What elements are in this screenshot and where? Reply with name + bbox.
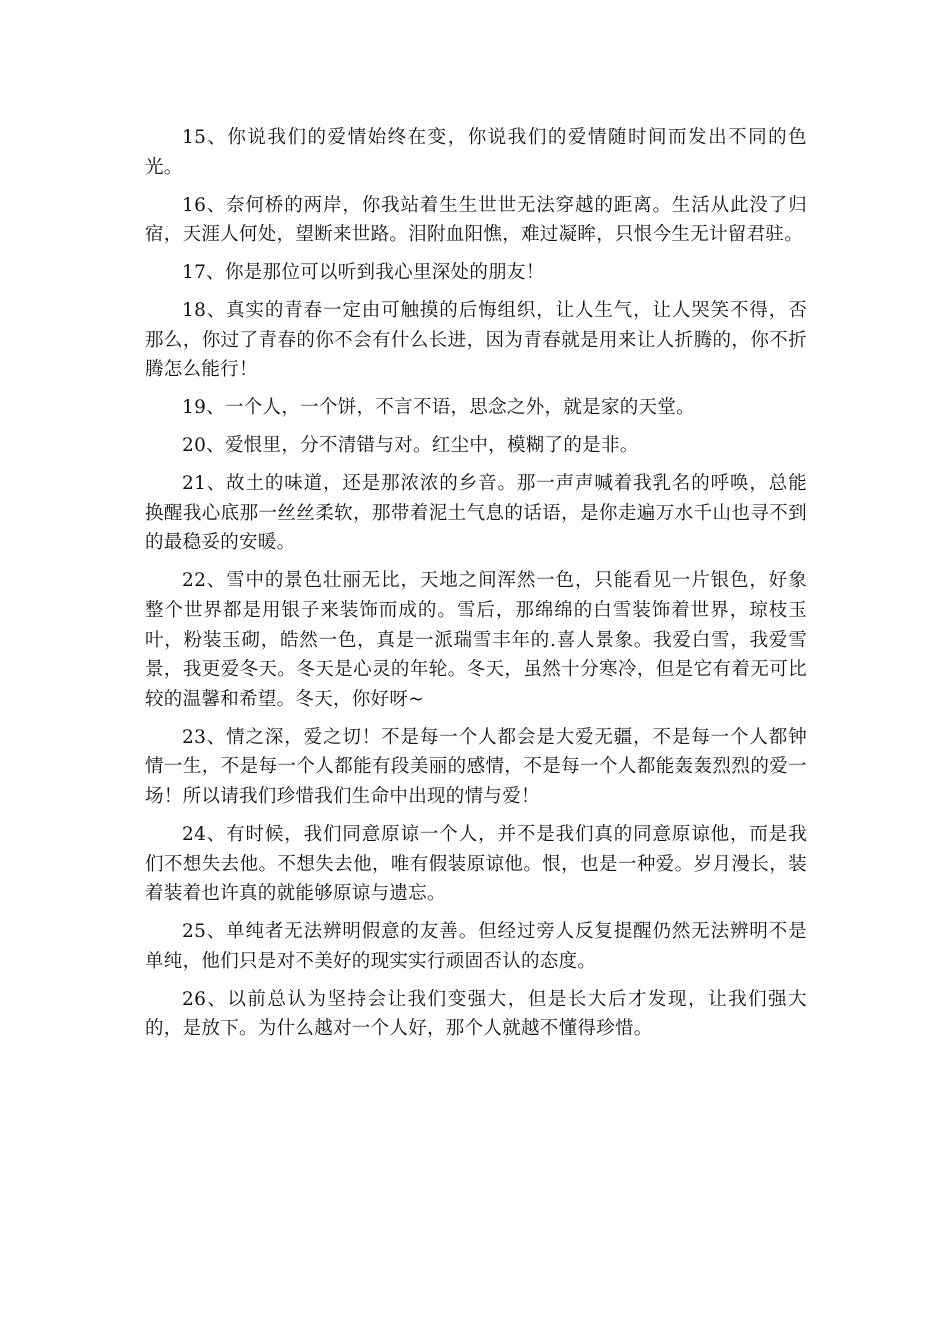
paragraph-16: 16、奈何桥的两岸，你我站着生生世世无法穿越的距离。生活从此没了归宿，天涯人何处，望断来世路。泪附血阳憔，难过凝眸，只恨今生无计留君驻。 [145,194,807,246]
paragraph-26: 26、以前总认为坚持会让我们变强大，但是长大后才发现，让我们强大的，是放下。为什么越对一个人好，那个人就越不懂得珍惜。 [145,988,807,1040]
paragraph-24: 24、有时候，我们同意原谅一个人，并不是我们真的同意原谅他，而是我们不想失去他。不想失去他，唯有假装原谅他。恨，也是一种爱。岁月漫长，装着装着也许真的就能够原谅与遗忘。 [145,823,807,905]
paragraph-21: 21、故土的味道，还是那浓浓的乡音。那一声声喊着我乳名的呼唤，总能换醒我心底那一丝丝柔软，那带着泥土气息的话语，是你走遍万水千山也寻不到的最稳妥的安暖。 [145,473,807,554]
paragraph-17: 17、你是那位可以听到我心里深处的朋友！ [182,262,545,284]
paragraph-22: 22、雪中的景色壮丽无比，天地之间浑然一色，只能看见一片银色，好象整个世界都是用银子来装饰而成的。雪后，那绵绵的白雪装饰着世界，琼枝玉叶，粉装玉砌，皓然一色，真是一派瑞雪丰年的.喜人景象。我爱白雪，我爱雪景，我更爱冬天。冬天是心灵的年轮。冬天，虽然十分寒冷，但是它有着无可比较的温馨和希望。冬天，你好呀~ [145,570,807,710]
paragraph-18: 18、真实的青春一定由可触摸的后悔组织，让人生气，让人哭笑不得，否那么，你过了青春的你不会有什么长进，因为青春就是用来让人折腾的，你不折腾怎么能行！ [145,300,807,381]
paragraph-23: 23、情之深，爱之切！不是每一个人都会是大爱无疆，不是每一个人都钟情一生，不是每一个人都能有段美丽的感情，不是每一个人都能轰轰烈烈的爱一场！所以请我们珍惜我们生命中出现的情与爱！ [145,726,807,807]
paragraph-19: 19、一个人，一个饼，不言不语，思念之外，就是家的天堂。 [182,397,695,419]
paragraph-15: 15、你说我们的爱情始终在变，你说我们的爱情随时间而发出不同的色光。 [145,127,807,178]
document-body [145,123,807,1052]
paragraph-20: 20、爱恨里，分不清错与对。红尘中，模糊了的是非。 [182,435,639,457]
paragraph-25: 25、单纯者无法辨明假意的友善。但经过旁人反复提醒仍然无法辨明不是单纯，他们只是对不美好的现实实行顽固否认的态度。 [145,921,807,972]
